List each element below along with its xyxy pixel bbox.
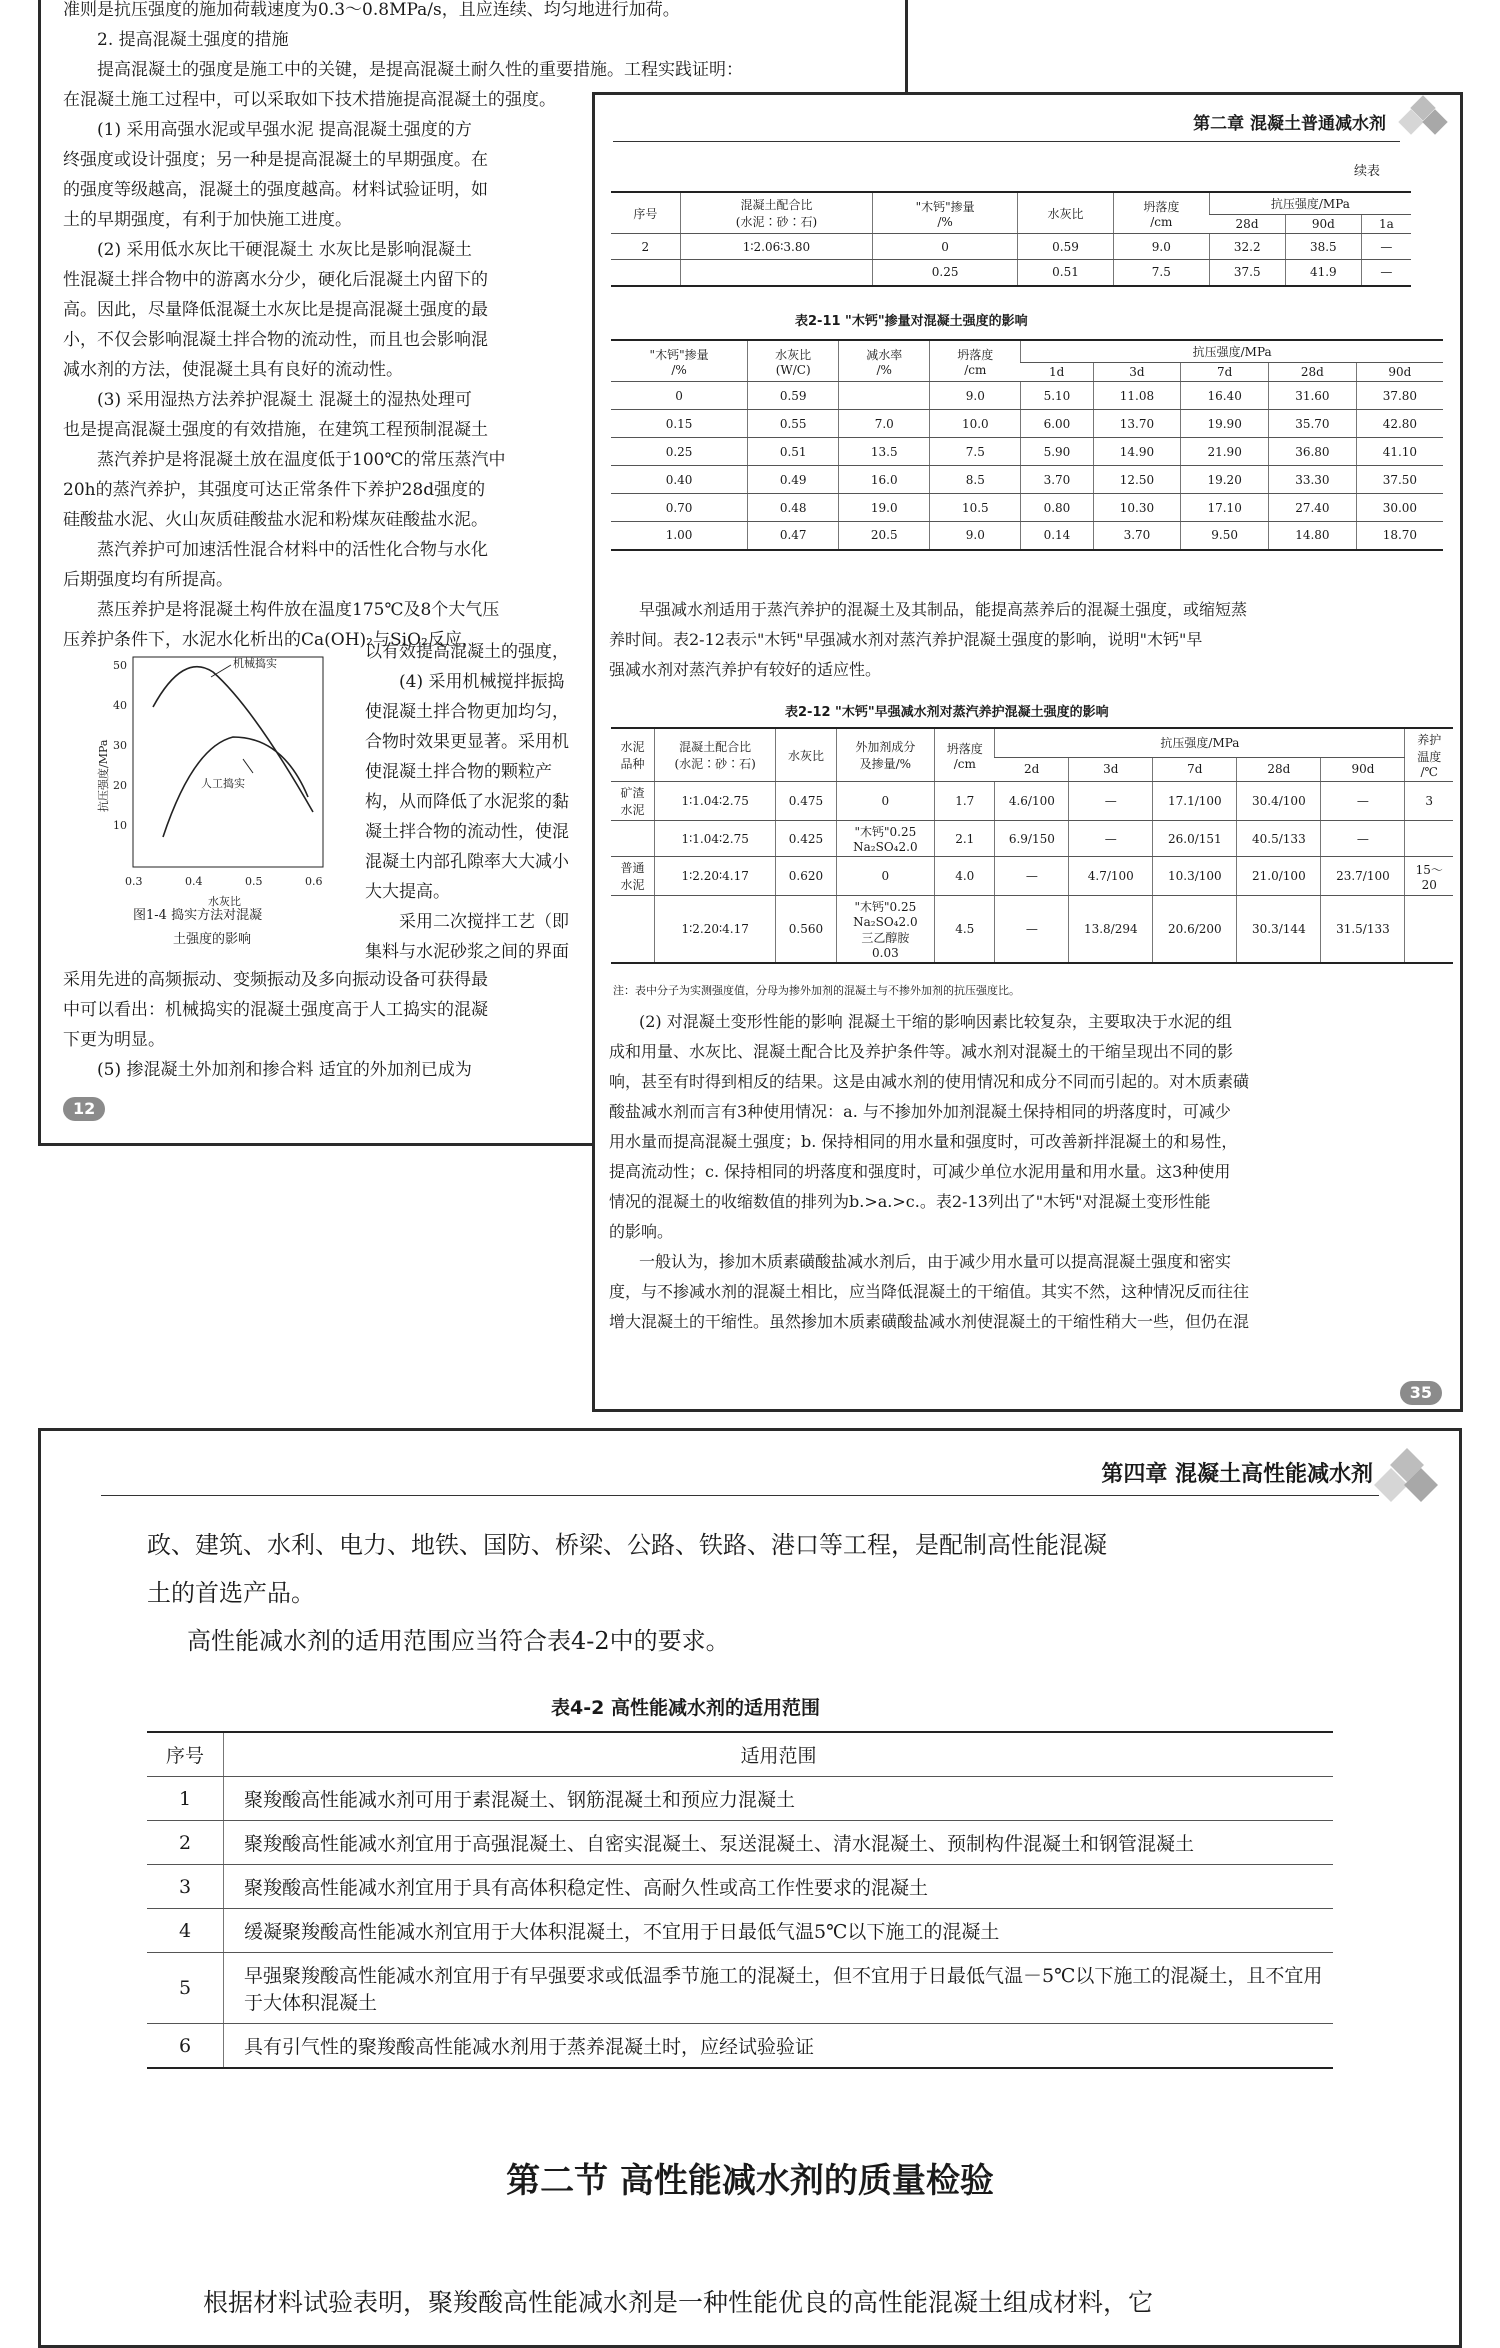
table-cell: —	[1361, 234, 1411, 260]
page12-line: (3) 采用湿热方法养护混凝土 混凝土的湿热处理可	[97, 390, 472, 410]
table-header: 水灰比	[776, 728, 836, 782]
table-cell: "木钙"0.25 Na₂SO₄2.0	[836, 821, 934, 857]
page12-side-line: 集料与水泥砂浆之间的界面	[365, 942, 569, 962]
page12-line: 终强度或设计强度；另一种是提高混凝土的早期强度。在	[63, 150, 488, 170]
table-cell: 1∶2.20∶4.17	[655, 896, 776, 964]
page12-line: 性混凝土拌合物中的游离水分少，硬化后混凝土内留下的	[63, 270, 488, 290]
table-cell: 30.00	[1356, 494, 1443, 522]
table-cell: 3.70	[1021, 466, 1093, 494]
table-cell: 3	[1405, 782, 1453, 821]
page12-line: 小，不仅会影响混凝土拌合物的流动性，而且也会影响混	[63, 330, 488, 350]
page12-side-line: 构，从而降低了水泥浆的黏	[365, 792, 569, 812]
chapter4-intro-line: 政、建筑、水利、电力、地铁、国防、桥梁、公路、铁路、港口等工程，是配制高性能混凝	[147, 1531, 1107, 1559]
table-cell: —	[995, 896, 1069, 964]
table-header: 坍落度 /cm	[1113, 192, 1209, 234]
mechanical-compaction-curve	[153, 667, 313, 812]
figure-xlabel: 水灰比	[208, 895, 241, 908]
page35-line: 增大混凝土的干缩性。虽然掺加木质素磺酸盐减水剂使混凝土的干缩性稍大一些，但仍在混	[609, 1312, 1250, 1331]
page12-line: 也是提高混凝土强度的有效措施，在建筑工程预制混凝土	[63, 420, 488, 440]
page12-line: 减水剂的方法，使混凝土具有良好的流动性。	[63, 360, 403, 380]
page12-line: 提高混凝土的强度是施工中的关键，是提高混凝土耐久性的重要措施。工程实践证明：	[97, 60, 743, 80]
table-cell	[839, 382, 930, 410]
table-header: 混凝土配合比 (水泥∶砂∶石)	[680, 192, 872, 234]
x-tick-label: 0.5	[245, 875, 263, 888]
table-cell: 9.50	[1181, 522, 1269, 550]
table-cell: 19.0	[839, 494, 930, 522]
table-header: "木钙"掺量 /%	[873, 192, 1018, 234]
table-4-2-row	[147, 1865, 1333, 1909]
table-cell: 38.5	[1285, 234, 1361, 260]
table-4-2-scope: 聚羧酸高性能减水剂宜用于高强混凝土、自密实混凝土、泵送混凝土、清水混凝土、预制构件混凝土和钢管混凝土	[224, 1821, 1334, 1865]
page12-side-line: 混凝土内部孔隙率大大减小	[365, 852, 569, 872]
y-tick-label: 50	[113, 659, 127, 672]
section-title: 第二节 高性能减水剂的质量检验	[506, 2161, 994, 2201]
table-cell: 0.25	[873, 260, 1018, 286]
table-cell: 2	[611, 234, 680, 260]
table-header: 水灰比 (W/C)	[748, 340, 839, 382]
page-number-35: 35	[1400, 1381, 1442, 1405]
table-cell: 1∶2.20∶4.17	[655, 857, 776, 896]
table-cell	[611, 896, 655, 964]
table-cell: 0.560	[776, 896, 836, 964]
table-2-11-caption: 表2-11 "木钙"掺量对混凝土强度的影响	[795, 314, 1028, 329]
header-diamond-icon	[1402, 99, 1452, 149]
table-cell: 1.00	[611, 522, 748, 550]
table-cell: 37.5	[1209, 260, 1285, 286]
table-4-2-scope: 聚羧酸高性能减水剂宜用于具有高体积稳定性、高耐久性或高工作性要求的混凝土	[224, 1865, 1334, 1909]
table-cell: 40.5/133	[1237, 821, 1321, 857]
page12-bottom-line: 中可以看出：机械捣实的混凝土强度高于人工捣实的混凝	[63, 1000, 488, 1020]
page35-line: 用水量而提高混凝土强度；b. 保持相同的用水量和强度时，可改善新拌混凝土的和易性，	[609, 1132, 1238, 1151]
table-cell: 0	[873, 234, 1018, 260]
table-cell: 0	[611, 382, 748, 410]
table-cell: 0.47	[748, 522, 839, 550]
table-4-2-row	[147, 1777, 1333, 1821]
table-cell: 14.80	[1269, 522, 1357, 550]
table-4-2-header-index: 序号	[147, 1732, 224, 1777]
series-label-manual: 人工捣实	[201, 777, 245, 790]
page12-side-line: (4) 采用机械搅拌振捣	[399, 672, 565, 692]
book-page-35	[592, 92, 1463, 1412]
header-rule	[613, 141, 1400, 142]
table-cell: 9.0	[930, 522, 1021, 550]
table-4-2-index: 6	[147, 2024, 224, 2069]
table-cell: 11.08	[1093, 382, 1181, 410]
table-cell: 2.1	[935, 821, 995, 857]
table-2-11	[611, 339, 1443, 551]
table-cell: 0.25	[611, 438, 748, 466]
chapter-header-4: 第四章 混凝土高性能减水剂	[1101, 1462, 1373, 1487]
table-cell: 17.1/100	[1153, 782, 1237, 821]
table-cell: 19.20	[1181, 466, 1269, 494]
table-subheader: 2d	[995, 757, 1069, 782]
table-header: 水泥 品种	[611, 728, 655, 782]
table-2-12	[611, 727, 1453, 964]
book-page-chapter-4	[38, 1428, 1462, 2348]
table-2-12-note: 注：表中分子为实测强度值，分母为掺外加剂的混凝土与不掺外加剂的抗压强度比。	[613, 984, 1020, 997]
table-subheader: 1a	[1361, 215, 1411, 234]
table-row	[611, 782, 1453, 821]
table-subheader: 90d	[1285, 215, 1361, 234]
table-cell: 13.8/294	[1069, 896, 1153, 964]
table-4-2-index: 3	[147, 1865, 224, 1909]
table-cell: 36.80	[1269, 438, 1357, 466]
table-cell: 1∶1.04∶2.75	[655, 821, 776, 857]
table-cell: 0	[836, 857, 934, 896]
table-cell: 9.0	[930, 382, 1021, 410]
page12-bottom-line: 下更为明显。	[63, 1030, 165, 1050]
series-label-mechanical: 机械捣实	[233, 657, 277, 670]
table-cell: 41.10	[1356, 438, 1443, 466]
table-cell: 0.51	[1018, 260, 1114, 286]
page12-line: 在混凝土施工过程中，可以采取如下技术措施提高混凝土的强度。	[63, 90, 556, 110]
table-cell: 0.70	[611, 494, 748, 522]
y-tick-label: 10	[113, 819, 127, 832]
table-cell: 5.10	[1021, 382, 1093, 410]
chapter4-intro-line: 高性能减水剂的适用范围应当符合表4-2中的要求。	[187, 1627, 730, 1655]
table-cell: 14.90	[1093, 438, 1181, 466]
page12-line: 2. 提高混凝土强度的措施	[97, 30, 289, 50]
table-cell: 0.55	[748, 410, 839, 438]
page35-line: 一般认为，掺加木质素磺酸盐减水剂后，由于减少用水量可以提高混凝土强度和密实	[639, 1252, 1232, 1271]
table-cell	[1405, 821, 1453, 857]
table-cell: 1.7	[935, 782, 995, 821]
table-cell: 41.9	[1285, 260, 1361, 286]
table-cell: 21.0/100	[1237, 857, 1321, 896]
page35-line: 早强减水剂适用于蒸汽养护的混凝土及其制品，能提高蒸养后的混凝土强度，或缩短蒸	[639, 600, 1248, 619]
page12-line: 的强度等级越高，混凝土的强度越高。材料试验证明，如	[63, 180, 488, 200]
table-header: 养护 温度 /℃	[1405, 728, 1453, 782]
table-cell: 26.0/151	[1153, 821, 1237, 857]
table-header: 序号	[611, 192, 680, 234]
table-cell: 0.59	[748, 382, 839, 410]
table-cell	[611, 821, 655, 857]
table-cell: 4.7/100	[1069, 857, 1153, 896]
page-number-12: 12	[63, 1097, 105, 1121]
page12-line: 压养护条件下，水泥水化析出的Ca(OH)₂与SiO₂反应，	[63, 630, 479, 650]
table-row	[611, 234, 1411, 260]
table-subheader: 1d	[1021, 363, 1093, 382]
table-cell: —	[995, 857, 1069, 896]
table-4-2-header-scope: 适用范围	[224, 1732, 1334, 1777]
page12-line: 蒸汽养护可加速活性混合材料中的活性化合物与水化	[97, 540, 488, 560]
table-4-2-scope: 缓凝聚羧酸高性能减水剂宜用于大体积混凝土，不宜用于日最低气温5℃以下施工的混凝土	[224, 1909, 1334, 1953]
y-tick-label: 40	[113, 699, 127, 712]
table-cell: 13.70	[1093, 410, 1181, 438]
table-cell: 37.50	[1356, 466, 1443, 494]
table-cell: 32.2	[1209, 234, 1285, 260]
y-tick-label: 30	[113, 739, 127, 752]
page12-bottom-line: 采用先进的高频振动、变频振动及多向振动设备可获得最	[63, 970, 488, 990]
page12-line: 准则是抗压强度的施加荷载速度为0.3～0.8MPa/s，且应连续、均匀地进行加荷。	[63, 0, 680, 20]
table-cell	[1405, 896, 1453, 964]
table-cell: 7.5	[1113, 260, 1209, 286]
page12-line: 蒸汽养护是将混凝土放在温度低于100℃的常压蒸汽中	[97, 450, 506, 470]
table-cell: 0.49	[748, 466, 839, 494]
page35-line: 的影响。	[609, 1222, 674, 1241]
table-cell: —	[1069, 782, 1153, 821]
table-cell: 33.30	[1269, 466, 1357, 494]
table-4-2-caption: 表4-2 高性能减水剂的适用范围	[551, 1697, 820, 1719]
table-subheader: 3d	[1069, 757, 1153, 782]
table-cell: —	[1069, 821, 1153, 857]
continued-label: 续表	[1353, 164, 1380, 179]
table-cell: 1∶1.04∶2.75	[655, 782, 776, 821]
page35-line: 养时间。表2-12表示"木钙"早强减水剂对蒸汽养护混凝土强度的影响，说明"木钙"早	[609, 630, 1203, 649]
table-header: 混凝土配合比 (水泥∶砂∶石)	[655, 728, 776, 782]
table-cell: 10.5	[930, 494, 1021, 522]
page12-side-line: 凝土拌合物的流动性，使混	[365, 822, 569, 842]
table-cell: 20.5	[839, 522, 930, 550]
page12-side-line: 合物时效果更显著。采用机	[365, 732, 569, 752]
page12-side-line: 使混凝土拌合物的颗粒产	[365, 762, 552, 782]
page12-line: (1) 采用高强水泥或早强水泥 提高混凝土强度的方	[97, 120, 472, 140]
table-row	[611, 821, 1453, 857]
table-cell: —	[1321, 782, 1405, 821]
table-4-2-row	[147, 1821, 1333, 1865]
page35-line: 强减水剂对蒸汽养护有较好的适应性。	[609, 660, 882, 679]
table-row	[611, 466, 1443, 494]
table-cell: 3.70	[1093, 522, 1181, 550]
table-4-2-scope: 聚羧酸高性能减水剂可用于素混凝土、钢筋混凝土和预应力混凝土	[224, 1777, 1334, 1821]
table-cell: 矿渣 水泥	[611, 782, 655, 821]
figure-ylabel: 抗压强度/MPa	[97, 739, 110, 812]
table-cell: 19.90	[1181, 410, 1269, 438]
table-cell: 16.0	[839, 466, 930, 494]
table-4-2	[147, 1731, 1333, 2069]
table-4-2-index: 4	[147, 1909, 224, 1953]
table-cell: 18.70	[1356, 522, 1443, 550]
chapter-header-2: 第二章 混凝土普通减水剂	[1193, 114, 1386, 134]
table-row	[611, 522, 1443, 550]
table-cell: 12.50	[1093, 466, 1181, 494]
table-4-2-index: 1	[147, 1777, 224, 1821]
table-cell: 13.5	[839, 438, 930, 466]
header-diamond-icon-4	[1379, 1453, 1439, 1513]
table-cell: 30.4/100	[1237, 782, 1321, 821]
table-cell: 16.40	[1181, 382, 1269, 410]
table-subheader: 7d	[1181, 363, 1269, 382]
table-cell: 30.3/144	[1237, 896, 1321, 964]
table-header: 外加剂成分 及掺量/%	[836, 728, 934, 782]
page12-side-line: 采用二次搅拌工艺（即	[399, 912, 569, 932]
table-cell: 0.40	[611, 466, 748, 494]
table-cell: —	[1361, 260, 1411, 286]
page12-line: 后期强度均有所提高。	[63, 570, 233, 590]
table-4-2-scope: 早强聚羧酸高性能减水剂宜用于有早强要求或低温季节施工的混凝土，但不宜用于日最低气温－5℃以下施工的混凝土，且不宜用于大体积混凝土	[224, 1953, 1334, 2024]
table-cell: 0.620	[776, 857, 836, 896]
table-header-strength: 抗压强度/MPa	[1209, 192, 1411, 215]
table-cell: 5.90	[1021, 438, 1093, 466]
table-cell: 10.30	[1093, 494, 1181, 522]
page12-line: 20h的蒸汽养护，其强度可达正常条件下养护28d强度的	[63, 480, 486, 500]
table-cell: 0.80	[1021, 494, 1093, 522]
table-2-12-caption: 表2-12 "木钙"早强减水剂对蒸汽养护混凝土强度的影响	[785, 705, 1109, 720]
x-tick-label: 0.4	[185, 875, 203, 888]
table-row	[611, 857, 1453, 896]
page12-side-line: 以有效提高混凝土的强度，	[365, 642, 569, 662]
figure-caption-1: 图1-4 捣实方法对混凝	[133, 908, 263, 923]
page35-line: 酸盐减水剂而言有3种使用情况：a. 与不掺加外加剂混凝土保持相同的坍落度时，可减少	[609, 1102, 1231, 1121]
table-cell: —	[1321, 821, 1405, 857]
table-4-2-row	[147, 1909, 1333, 1953]
table-cell: 0.51	[748, 438, 839, 466]
table-cell: 0.59	[1018, 234, 1114, 260]
table-subheader: 90d	[1321, 757, 1405, 782]
table-row	[611, 260, 1411, 286]
table-subheader: 28d	[1209, 215, 1285, 234]
table-cell: 0.48	[748, 494, 839, 522]
table-cell: 17.10	[1181, 494, 1269, 522]
table-row	[611, 382, 1443, 410]
table-subheader: 7d	[1153, 757, 1237, 782]
table-row	[611, 410, 1443, 438]
table-4-2-scope: 具有引气性的聚羧酸高性能减水剂用于蒸养混凝土时，应经试验验证	[224, 2024, 1334, 2069]
figure-1-4-compaction-chart	[83, 637, 383, 917]
table-cell: 4.0	[935, 857, 995, 896]
page12-line: 硅酸盐水泥、火山灰质硅酸盐水泥和粉煤灰硅酸盐水泥。	[63, 510, 488, 530]
table-row	[611, 438, 1443, 466]
table-cell	[680, 260, 872, 286]
table-header-strength: 抗压强度/MPa	[995, 728, 1405, 757]
table-cell: 15～ 20	[1405, 857, 1453, 896]
table-cell: 0.475	[776, 782, 836, 821]
table-cell: 20.6/200	[1153, 896, 1237, 964]
table-cell: 1∶2.06∶3.80	[680, 234, 872, 260]
table-4-2-row	[147, 2024, 1333, 2069]
page35-line: 提高流动性；c. 保持相同的坍落度和强度时，可减少单位水泥用量和用水量。这3种使用	[609, 1162, 1231, 1181]
table-cell: 0.15	[611, 410, 748, 438]
table-subheader: 28d	[1237, 757, 1321, 782]
table-cell: 10.0	[930, 410, 1021, 438]
table-header: 水灰比	[1018, 192, 1114, 234]
table-header-strength: 抗压强度/MPa	[1021, 340, 1443, 363]
page35-line: 成和用量、水灰比、混凝土配合比及养护条件等。减水剂对混凝土的干缩呈现出不同的影	[609, 1042, 1234, 1061]
table-4-2-index: 2	[147, 1821, 224, 1865]
y-tick-label: 20	[113, 779, 127, 792]
table-cell: 21.90	[1181, 438, 1269, 466]
table-cell: 8.5	[930, 466, 1021, 494]
table-header: 减水率 /%	[839, 340, 930, 382]
table-cell: 27.40	[1269, 494, 1357, 522]
page12-bottom-line: (5) 掺混凝土外加剂和掺合料 适宜的外加剂已成为	[97, 1060, 472, 1080]
page35-line: (2) 对混凝土变形性能的影响 混凝土干缩的影响因素比较复杂，主要取决于水泥的组	[639, 1012, 1232, 1031]
table-subheader: 3d	[1093, 363, 1181, 382]
chapter4-last-line: 根据材料试验表明，聚羧酸高性能减水剂是一种性能优良的高性能混凝土组成材料，它	[203, 2288, 1154, 2317]
table-cell: 0.425	[776, 821, 836, 857]
table-continued	[611, 191, 1411, 287]
table-4-2-row	[147, 1953, 1333, 2024]
table-header: 坍落度 /cm	[935, 728, 995, 782]
table-cell	[611, 260, 680, 286]
table-cell: 10.3/100	[1153, 857, 1237, 896]
page12-side-line: 使混凝土拌合物更加均匀，	[365, 702, 569, 722]
x-tick-label: 0.3	[125, 875, 143, 888]
table-cell: 4.5	[935, 896, 995, 964]
page12-line: 土的早期强度，有利于加快施工进度。	[63, 210, 352, 230]
table-subheader: 90d	[1356, 363, 1443, 382]
table-subheader: 28d	[1269, 363, 1357, 382]
page35-line: 度，与不掺减水剂的混凝土相比，应当降低混凝土的干缩值。其实不然，这种情况反而往往	[609, 1282, 1250, 1301]
table-cell: 31.5/133	[1321, 896, 1405, 964]
table-cell: "木钙"0.25 Na₂SO₄2.0 三乙醇胺 0.03	[836, 896, 934, 964]
table-row	[611, 896, 1453, 964]
table-cell: 0	[836, 782, 934, 821]
table-cell: 7.5	[930, 438, 1021, 466]
table-cell: 35.70	[1269, 410, 1357, 438]
table-cell: 普通 水泥	[611, 857, 655, 896]
x-tick-label: 0.6	[305, 875, 323, 888]
table-cell: 37.80	[1356, 382, 1443, 410]
figure-caption-2: 土强度的影响	[173, 932, 252, 947]
page12-line: 蒸压养护是将混凝土构件放在温度175℃及8个大气压	[97, 600, 500, 620]
page12-line: (2) 采用低水灰比干硬混凝土 水灰比是影响混凝土	[97, 240, 472, 260]
table-cell: 31.60	[1269, 382, 1357, 410]
table-cell: 4.6/100	[995, 782, 1069, 821]
page12-line: 高。因此，尽量降低混凝土水灰比是提高混凝土强度的最	[63, 300, 488, 320]
header-rule-4	[101, 1495, 1379, 1496]
table-cell: 6.00	[1021, 410, 1093, 438]
page12-side-line: 大大提高。	[365, 882, 450, 902]
table-header: "木钙"掺量 /%	[611, 340, 748, 382]
table-cell: 42.80	[1356, 410, 1443, 438]
table-cell: 7.0	[839, 410, 930, 438]
page35-line: 响，甚至有时得到相反的结果。这是由减水剂的使用情况和成分不同而引起的。对木质素磺	[609, 1072, 1250, 1091]
table-header: 坍落度 /cm	[930, 340, 1021, 382]
table-row	[611, 494, 1443, 522]
page35-line: 情况的混凝土的收缩数值的排列为b.>a.>c.。表2-13列出了"木钙"对混凝土变形性能	[609, 1192, 1211, 1211]
table-cell: 0.14	[1021, 522, 1093, 550]
table-cell: 9.0	[1113, 234, 1209, 260]
chapter4-intro-line: 土的首选产品。	[147, 1579, 315, 1607]
table-cell: 6.9/150	[995, 821, 1069, 857]
table-cell: 23.7/100	[1321, 857, 1405, 896]
table-4-2-index: 5	[147, 1953, 224, 2024]
